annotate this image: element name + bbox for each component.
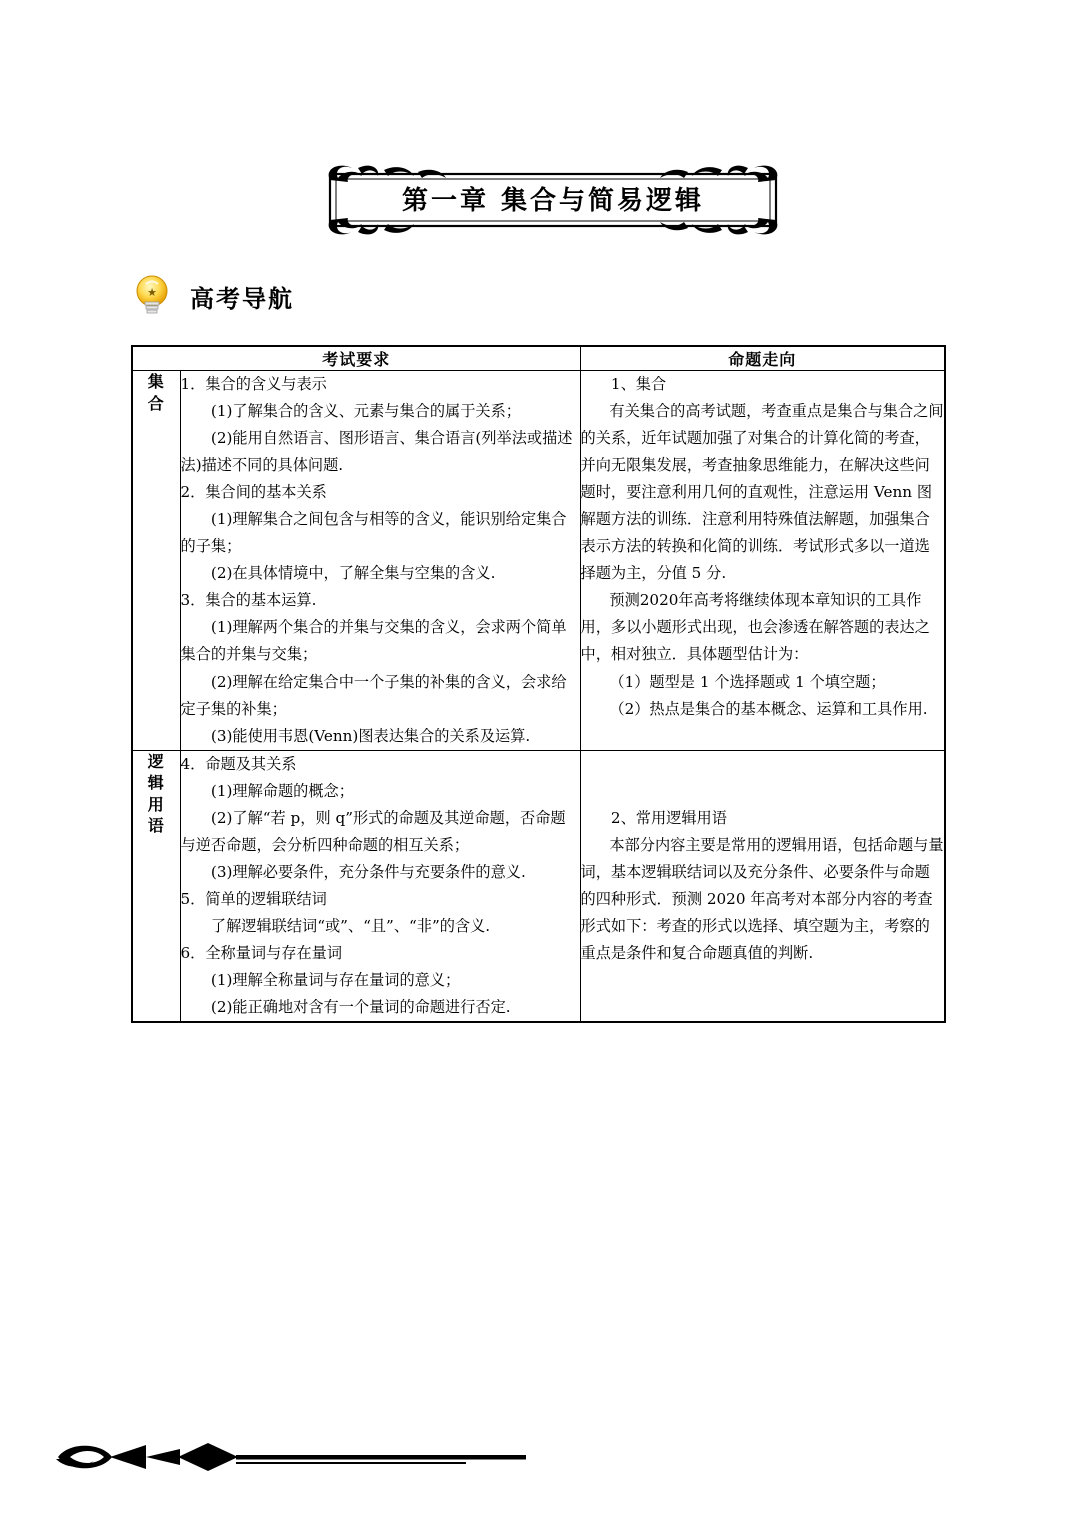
- trend-line: 预测2020年高考将继续体现本章知识的工具作用，多以小题形式出现，也会渗透在解答题的表达之中，相对独立．具体题型估计为：: [580, 591, 930, 664]
- requirements-cell-luojiyongyu: [180, 750, 580, 1022]
- trend-line: 本部分内容主要是常用的逻辑用语，包括命题与量词，基本逻辑联结词以及充分条件、必要条件与命题的四种形式．预测 2020 年高考对本部分内容的考查形式如下：考查的形式以选择、填空题为主，考察的重点是条件和复合命题真值的判断.: [580, 835, 944, 962]
- req-line: 6．全称量词与存在量词: [180, 943, 343, 962]
- req-line: (2)理解在给定集合中一个子集的补集的含义，会求给定子集的补集；: [180, 672, 567, 718]
- category-char: 逻: [147, 751, 165, 771]
- req-line: (2)在具体情境中，了解全集与空集的含义.: [210, 564, 496, 583]
- category-char: 集: [147, 372, 165, 391]
- req-line: (1)理解全称量词与存在量词的意义；: [210, 971, 461, 990]
- req-line: 2．集合间的基本关系: [180, 483, 327, 502]
- req-line: (1)理解两个集合的并集与交集的含义，会求两个简单集合的并集与交集；: [180, 618, 567, 664]
- category-char: 用: [147, 794, 165, 814]
- requirements-cell-jihe: [180, 371, 580, 751]
- chapter-title: 第一章 集合与简易逻辑: [401, 186, 705, 216]
- trend-line: （2）热点是集合的基本概念、运算和工具作用.: [609, 699, 928, 718]
- req-line: (1)理解集合之间包含与相等的含义，能识别给定集合的子集；: [180, 510, 567, 556]
- trend-line: 1、集合: [610, 375, 667, 393]
- lightbulb-icon: [128, 272, 176, 320]
- chapter-banner: [318, 160, 788, 240]
- req-line: 了解逻辑联结词“或”、“且”、“非”的含义.: [210, 916, 491, 935]
- table-row: [132, 371, 945, 751]
- req-line: (3)能使用韦恩(Venn)图表达集合的关系及运算.: [210, 726, 531, 745]
- category-char: 辑: [147, 773, 165, 793]
- req-line: (1)理解命题的概念；: [210, 781, 354, 800]
- column-header-requirements: 考试要求: [132, 346, 580, 371]
- svg-text:★: ★: [147, 286, 157, 299]
- section-heading: [128, 272, 294, 320]
- row-category-jihe: [132, 371, 180, 751]
- req-line: (2)能用自然语言、图形语言、集合语言(列举法或描述法)描述不同的具体问题.: [180, 429, 573, 475]
- trend-line: 2、常用逻辑用语: [610, 808, 727, 827]
- trends-cell-jihe: [580, 371, 945, 751]
- req-line: (3)理解必要条件，充分条件与充要条件的意义.: [210, 862, 526, 881]
- req-line: (2)能正确地对含有一个量词的命题进行否定.: [210, 998, 511, 1017]
- table-header-row: [132, 346, 945, 371]
- req-line: 3．集合的基本运算.: [180, 591, 317, 610]
- category-char: 语: [147, 816, 165, 836]
- exam-guide-table-wrapper: [131, 345, 946, 1023]
- category-char: 合: [147, 393, 165, 413]
- req-line: 1．集合的含义与表示: [180, 375, 327, 393]
- trends-cell-luojiyongyu: [580, 750, 945, 1022]
- req-line: (1)了解集合的含义、元素与集合的属于关系；: [210, 402, 521, 421]
- table-row: [132, 750, 945, 1022]
- req-line: (2)了解“若 p，则 q”形式的命题及其逆命题，否命题与逆否命题，会分析四种命题的相互关系；: [180, 808, 566, 854]
- footer-ornament: [50, 1435, 530, 1485]
- req-line: 5．简单的逻辑联结词: [180, 889, 327, 908]
- row-category-luojiyongyu: [132, 750, 180, 1022]
- section-title: 高考导航: [190, 284, 294, 313]
- trend-line: 有关集合的高考试题，考查重点是集合与集合之间的关系，近年试题加强了对集合的计算化简的考查，并向无限集发展，考查抽象思维能力，在解决这些问题时，要注意利用几何的直观性，注意运用 Venn 图解题方法的训练．注意利用特殊值法解题，加强集合表示方法的转换和化简的训练．考试形式多以一道选择题为主，分值 5 分.: [580, 402, 944, 583]
- column-header-trends: 命题走向: [580, 346, 945, 371]
- req-line: 4．命题及其关系: [180, 754, 297, 773]
- exam-guide-table: [131, 345, 946, 1023]
- trend-line: （1）题型是 1 个选择题或 1 个填空题；: [609, 672, 886, 691]
